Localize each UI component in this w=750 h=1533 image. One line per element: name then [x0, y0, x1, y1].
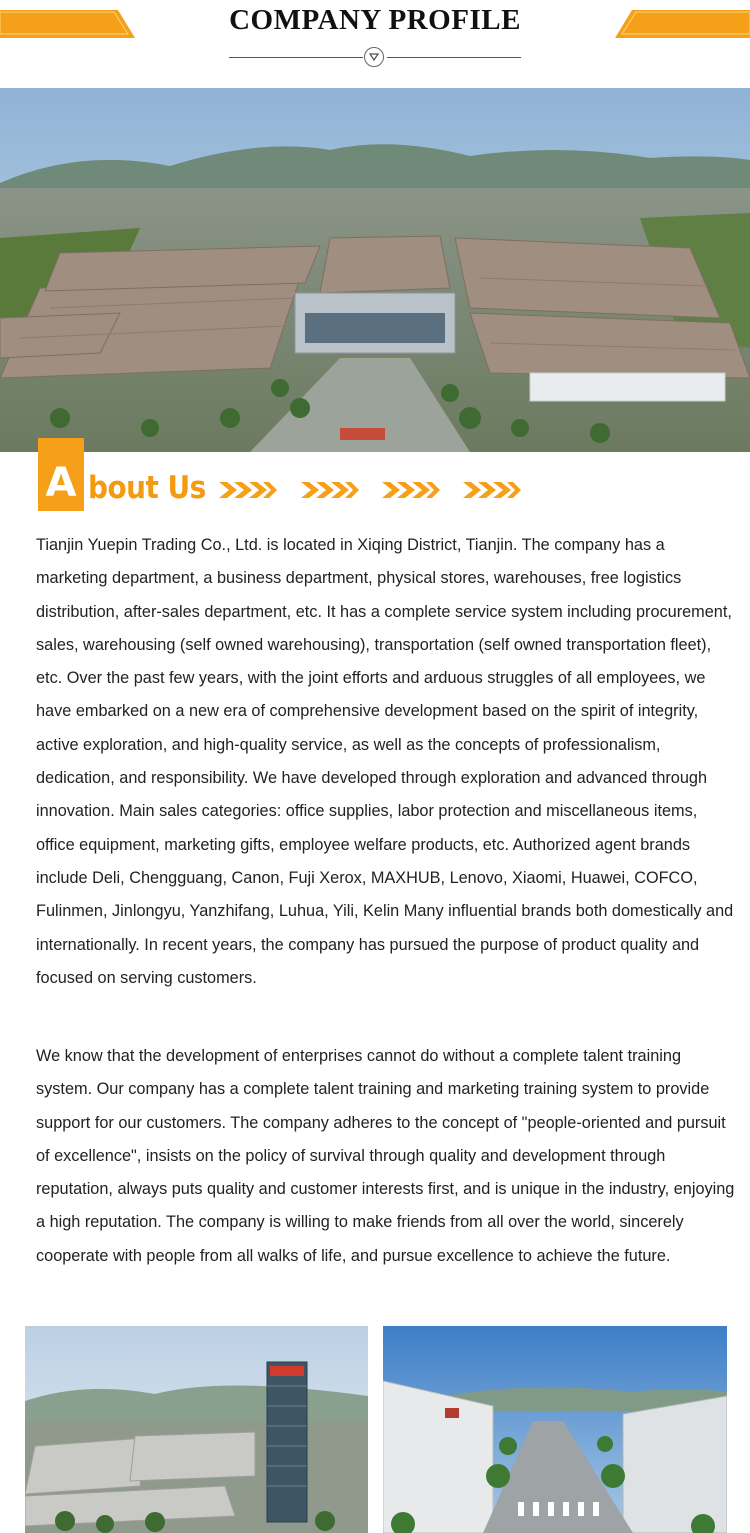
warehouse-road-photo — [383, 1326, 727, 1533]
about-initial-letter: A — [45, 460, 77, 506]
hero-industrial-park-image — [0, 88, 750, 452]
triple-chevron-right-icon — [219, 479, 279, 501]
office-tower-photo — [25, 1326, 368, 1533]
title-divider-left — [229, 57, 363, 58]
page-title: COMPANY PROFILE — [229, 4, 521, 36]
about-heading-text: bout Us — [88, 470, 206, 506]
chevron-down-icon — [364, 47, 384, 67]
company-intro-paragraph: Tianjin Yuepin Trading Co., Ltd. is located in Xiqing District, Tianjin. The company has a marketing department, a business department, physical stores, warehouses, free logistics distribution, after-sales department, etc. It has a complete service system including procurement, sales, warehousing (self owned warehousing), transportation (self owned transportation fleet), etc. Over the past few years, with the joint efforts and arduous struggles of all employees, we have embarked on a new era of comprehensive development based on the spirit of integrity, active exploration, and high-quality service, as well as the concepts of professionalism, dedication, and responsibility. We have developed through exploration and advanced through innovation. Main sales categories: office supplies, labor protection and miscellaneous items, office equipment, marketing gifts, employee welfare products, etc. Authorized agent brands include Deli, Chengguang, Canon, Fuji Xerox, MAXHUB, Lenovo, Xiaomi, Huawei, COFCO, Fulinmen, Jinlongyu, Yanzhifang, Luhua, Yili, Kelin Many influential brands both domestically and internationally. In recent years, the company has pursued the purpose of product quality and focused on serving customers. — [36, 536, 734, 987]
talent-training-paragraph: We know that the development of enterprises cannot do without a complete talent training system. Our company has a complete talent training and marketing training system to provide support for our customers. The company adheres to the concept of "people-oriented and pursuit of excellence", insists on the policy of survival through quality and development through reputation, always puts quality and customer interests first, and is unique in the industry, enjoying a high reputation. The company is willing to make friends from all over the world, sincerely cooperate with people from all walks of life, and pursue excellence to achieve the future. — [36, 1047, 735, 1265]
section-header — [0, 0, 750, 88]
triple-chevron-right-icon — [301, 479, 361, 501]
triple-chevron-right-icon — [463, 479, 523, 501]
triple-chevron-right-icon — [382, 479, 442, 501]
title-divider-right — [387, 57, 521, 58]
about-us-heading — [0, 438, 750, 518]
